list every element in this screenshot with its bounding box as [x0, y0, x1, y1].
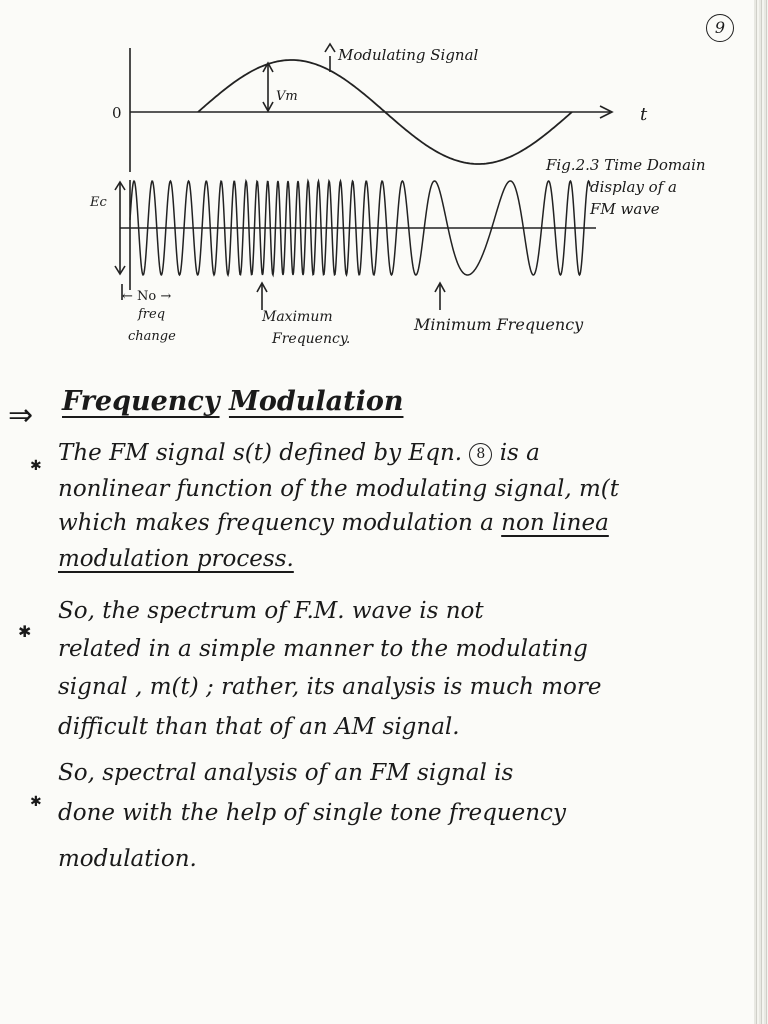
para3-line1: So, spectral analysis of an FM signal is	[58, 760, 514, 786]
para1-line1-end: is a	[499, 440, 540, 466]
bullet-icon: ✱	[30, 794, 42, 810]
zero-label: 0	[112, 104, 122, 122]
para1-line4: modulation process.	[58, 546, 294, 572]
para1-line2: nonlinear function of the modulating signal, m(t	[58, 476, 619, 502]
page-number: 9	[706, 14, 734, 42]
para1-line3	[58, 510, 609, 536]
bullet-icon: ✱	[30, 458, 42, 474]
para2-line3: signal , m(t) ; rather, its analysis is much more	[58, 674, 602, 700]
time-label: t	[640, 104, 648, 125]
para2-line1: So, the spectrum of F.M. wave is not	[58, 598, 484, 624]
para1-line3-text: which makes frequency modulation a	[58, 510, 494, 536]
no-freq-line2: freq	[138, 307, 166, 322]
section-heading	[62, 386, 403, 417]
caption-line1: Fig.2.3 Time Domain	[546, 156, 706, 174]
vm-label: Vm	[276, 89, 298, 104]
figure-caption	[546, 154, 738, 220]
para2-line4: difficult than that of an AM signal.	[58, 714, 460, 740]
eqn-ref-circle: 8	[469, 443, 492, 466]
para1-line3-underlined: non linea	[501, 510, 609, 536]
modulating-signal-label: Modulating Signal	[338, 46, 479, 64]
para3-line2: done with the help of single tone frequency	[58, 800, 566, 826]
ec-label: Ec	[90, 195, 107, 210]
caption-line3: FM wave	[590, 200, 660, 218]
para1-line1	[58, 440, 540, 466]
para2-line2: related in a simple manner to the modulating	[58, 636, 588, 662]
caption-line2: display of a	[590, 178, 677, 196]
no-freq-line1: ← No →	[122, 289, 172, 304]
max-frequency-line2: Frequency.	[272, 331, 351, 347]
implies-arrow-icon: ⇒	[8, 398, 34, 433]
heading-word-modulation: Modulation	[228, 386, 404, 417]
heading-word-frequency: Frequency	[62, 386, 220, 417]
para3-line3: modulation.	[58, 846, 197, 872]
max-frequency-line1: Maximum	[262, 309, 333, 325]
no-freq-line3: change	[128, 329, 176, 344]
para1-line1-text: The FM signal s(t) defined by Eqn.	[58, 440, 463, 466]
min-frequency-label: Minimum Frequency	[414, 315, 584, 334]
bullet-icon: ✱	[18, 622, 32, 641]
